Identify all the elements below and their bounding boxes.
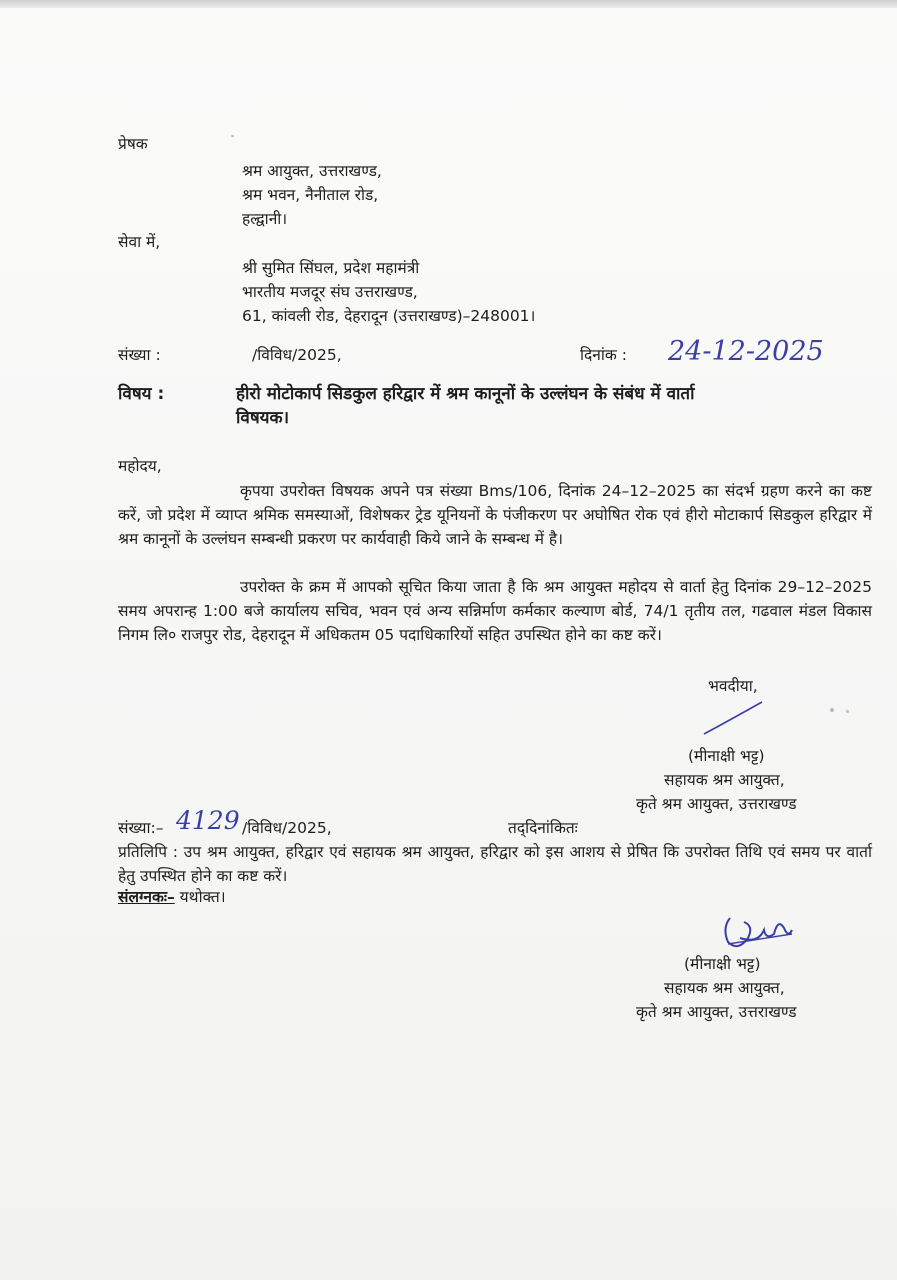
recipient-line-1: श्री सुमित सिंघल, प्रदेश महामंत्री <box>242 259 420 277</box>
sender-line-1: श्रम आयुक्त, उत्तराखण्ड, <box>242 162 382 180</box>
scan-speck <box>846 710 849 713</box>
copy-text: प्रतिलिपि : उप श्रम आयुक्त, हरिद्वार एवं सहायक श्रम आयुक्त, हरिद्वार को इस आशय से प्रेषित कि उपरोक्त तिथि एवं समय पर वार्ता हेतु उपस्थित होने का कष्ट करें। <box>118 843 872 885</box>
scan-speck <box>231 135 234 137</box>
enclosure-line <box>118 885 226 909</box>
signature-stroke <box>700 698 770 738</box>
reference-date-label: दिनांक : <box>580 346 627 364</box>
sender-line-2: श्रम भवन, नैनीताल रोड, <box>242 186 379 204</box>
enclosure-label: संलग्नकः– <box>118 888 175 906</box>
recipient-line-2: भारतीय मजदूर संघ उत्तराखण्ड, <box>242 283 418 301</box>
signatory-2-name: (मीनाक्षी भट्ट) <box>684 955 761 973</box>
signatory-designation: सहायक श्रम आयुक्त, <box>664 771 785 789</box>
sender-line-3: हल्द्वानी। <box>242 210 288 228</box>
handwritten-date: 24-12-2025 <box>668 336 824 367</box>
recipient-line-3: 61, कांवली रोड, देहरादून (उत्तराखण्ड)–248001। <box>242 307 536 325</box>
reference-number-label: संख्या : <box>118 346 161 364</box>
body-paragraph-1: कृपया उपरोक्त विषयक अपने पत्र संख्या Bms/106, दिनांक 24–12–2025 का संदर्भ ग्रहण करने का कष्ट करें, जो प्रदेश में व्याप्त श्रमिक समस्याओं, विशेषकर ट्रेड यूनियनों के पंजीकरण पर अघोषित रोक एवं हीरो मोटाकार्प सिडकुल हरिद्वार में श्रम कानूनों के उल्लंघन सम्बन्धी प्रकरण पर कार्यवाही किये जाने के सम्बन्ध में है। <box>118 482 872 548</box>
signatory-2-designation: सहायक श्रम आयुक्त, <box>664 979 785 997</box>
signature-scribble <box>718 908 798 954</box>
subject-line-2: विषयक। <box>236 408 290 428</box>
copy-number-label: संख्या:– <box>118 819 164 837</box>
scan-top-edge <box>0 0 897 8</box>
reference-number-value: /विविध/2025, <box>252 346 342 364</box>
recipient-label: सेवा में, <box>118 233 161 251</box>
letter-page <box>0 8 897 1280</box>
signatory-on-behalf: कृते श्रम आयुक्त, उत्तराखण्ड <box>636 795 797 813</box>
body-paragraph-2: उपरोक्त के क्रम में आपको सूचित किया जाता है कि श्रम आयुक्त महोदय से वार्ता हेतु दिनांक 29–12–2025 समय अपरान्ह 1:00 बजे कार्यालय सचिव, भवन एवं अन्य सन्निर्माण कर्मकार कल्याण बोर्ड, 74/1 तृतीय तल, गढवाल मंडल विकास निगम लि० राजपुर रोड, देहरादून में अधिकतम 05 पदाधिकारियों सहित उपस्थित होने का कष्ट करें। <box>118 578 872 644</box>
copy-number-suffix: /विविध/2025, <box>242 819 332 837</box>
salutation: महोदय, <box>118 457 162 475</box>
signatory-2-on-behalf: कृते श्रम आयुक्त, उत्तराखण्ड <box>636 1003 797 1021</box>
copy-dated: तद्‌दिनांकितः <box>508 819 578 837</box>
handwritten-copy-number: 4129 <box>176 806 240 835</box>
subject-line-1: हीरो मोटोकार्प सिडकुल हरिद्वार में श्रम कानूनों के उल्लंघन के संबंध में वार्ता <box>236 384 695 404</box>
subject-label: विषय : <box>118 384 165 404</box>
signatory-name: (मीनाक्षी भट्ट) <box>688 747 765 765</box>
scan-speck <box>830 708 834 712</box>
closing: भवदीया, <box>708 677 758 695</box>
enclosure-value: यथोक्त। <box>179 888 226 906</box>
sender-label: प्रेषक <box>118 135 148 153</box>
